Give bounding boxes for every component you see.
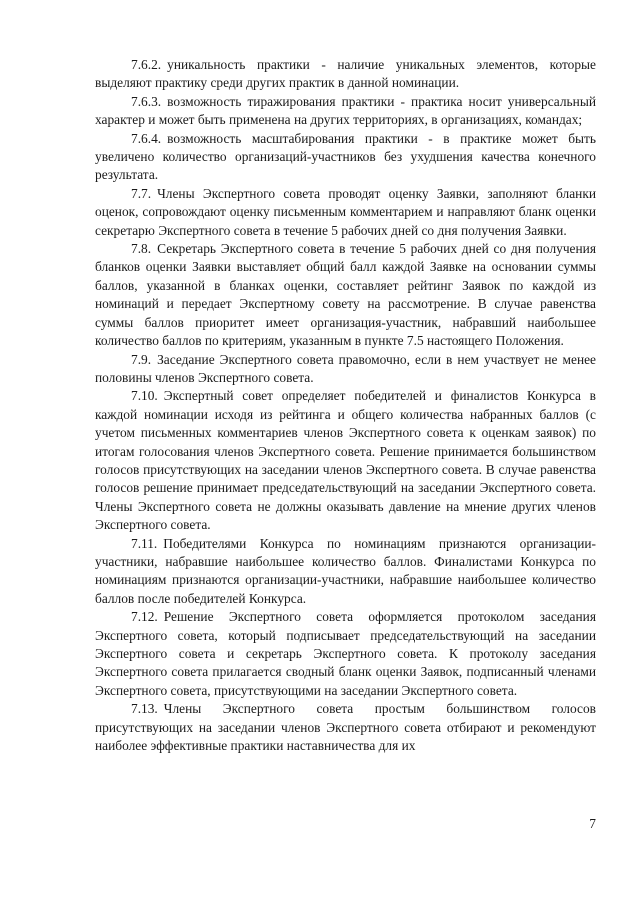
paragraph-7-6-4	[95, 130, 596, 185]
paragraph-number: 7.7.	[131, 185, 152, 201]
paragraph-7-7	[95, 185, 596, 240]
paragraph-number: 7.6.4.	[131, 130, 162, 146]
paragraph-7-10	[95, 387, 596, 534]
paragraph-number: 7.8.	[131, 241, 152, 257]
paragraph-number: 7.10.	[131, 388, 158, 404]
paragraph-text: возможность масштабирования практики - в практике может быть увеличено количество организаций-участников без ухудшения качества конечного результата.	[95, 130, 596, 183]
paragraph-text: возможность тиражирования практики - практика носит универсальный характер и может быть применена на других территориях, в организациях, командах;	[95, 93, 596, 128]
paragraph-7-8	[95, 240, 596, 350]
paragraph-number: 7.9.	[131, 351, 152, 367]
document-body	[95, 56, 596, 755]
paragraph-7-13	[95, 700, 596, 755]
paragraph-text: уникальность практики - наличие уникальных элементов, которые выделяют практику среди других практик в данной номинации.	[95, 57, 596, 91]
paragraph-number: 7.6.3.	[131, 93, 162, 109]
paragraph-number: 7.11.	[131, 535, 158, 551]
page-number: 7	[589, 816, 596, 831]
paragraph-7-12	[95, 608, 596, 700]
paragraph-text: Члены Экспертного совета проводят оценку Заявки, заполняют бланки оценок, сопровождают оценку письменным комментарием и направляют бланк оценки секретарю Экспертного совета в течение 5 рабочих дней со дня получения Заявки.	[95, 185, 596, 238]
paragraph-text: Победителями Конкурса по номинациям признаются организации-участники, набравшие наибольшее количество баллов. Финалистами Конкурса по номинациям признаются организации-участники, набравшие наибольшее количество баллов после победителей Конкурса.	[95, 535, 596, 606]
paragraph-text: Члены Экспертного совета простым большинством голосов присутствующих на заседании членов Экспертного совета отбирают и рекомендуют наиболее эффективные практики наставничества для их	[95, 701, 596, 754]
paragraph-7-6-3	[95, 93, 596, 130]
paragraph-7-9	[95, 351, 596, 388]
paragraph-number: 7.6.2.	[131, 57, 162, 72]
paragraph-number: 7.12.	[131, 609, 158, 625]
paragraph-7-6-2	[95, 56, 596, 93]
paragraph-number: 7.13.	[131, 701, 158, 717]
paragraph-text: Экспертный совет определяет победителей и финалистов Конкурса в каждой номинации исходя из рейтинга и общего количества набранных баллов (с учетом письменных комментариев членов Экспертного совета к оценкам заявок) по итогам голосования членов Экспертного совета. Решение принимается большинством голосов присутствующих на заседании членов Экспертного совета. В случае равенства голосов решение принимает председательствующий на заседании Экспертного совета. Члены Экспертного совета не должны оказывать давление на мнение других членов Экспертного совета.	[95, 388, 596, 533]
paragraph-text: Заседание Экспертного совета правомочно, если в нем участвует не менее половины членов Экспертного совета.	[95, 351, 596, 385]
paragraph-text: Секретарь Экспертного совета в течение 5 рабочих дней со дня получения бланков оценки Заявки выставляет общий балл каждой Заявке на основании суммы баллов, указанной в бланках оценки, составляет рейтинг Заявок по каждой из номинаций и передает Экспертному совету на рассмотрение. В случае равенства суммы баллов приоритет имеет организация-участник, набравший наибольшее количество баллов по критериям, указанным в пункте 7.5 настоящего Положения.	[95, 241, 596, 349]
paragraph-7-11	[95, 535, 596, 609]
paragraph-text: Решение Экспертного совета оформляется протоколом заседания Экспертного совета, который подписывает председательствующий на заседании Экспертного совета и секретарь Экспертного совета. К протоколу заседания Экспертного совета прилагается сводный бланк оценки Заявок, подписанный членами Экспертного совета, присутствующими на заседании Экспертного совета.	[95, 609, 596, 698]
